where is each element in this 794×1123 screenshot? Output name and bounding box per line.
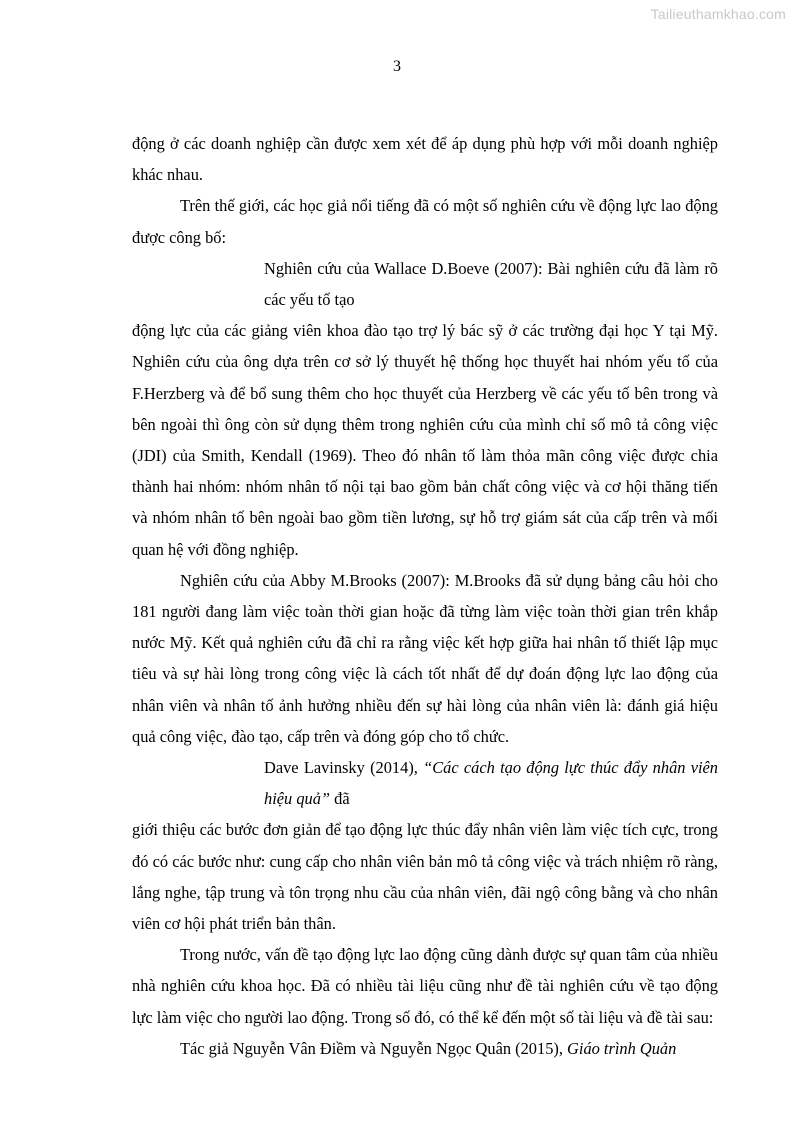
- paragraph-3-body: động lực của các giảng viên khoa đào tạo trợ lý bác sỹ ở các trường đại học Y tại Mỹ. Nghiên cứu của ông dựa trên cơ sở lý thuyết hệ thống học thuyết hai nhóm yếu tố của F.Herzberg và để bổ sung thêm cho học thuyết của Herzberg về các yếu tố bên trong và bên ngoài thì ông còn sử dụng thêm trong nghiên cứu của mình chỉ số mô tả công việc (JDI) của Smith, Kendall (1969). Theo đó nhân tố làm thỏa mãn công việc được chia thành hai nhóm: nhóm nhân tố nội tại bao gồm bản chất công việc và cơ hội thăng tiến và nhóm nhân tố bên ngoài bao gồm tiền lương, sự hỗ trợ giám sát của cấp trên và mối quan hệ với đồng nghiệp.: [132, 321, 718, 559]
- paragraph-5-body: giới thiệu các bước đơn giản để tạo động lực thúc đẩy nhân viên làm việc tích cực, trong đó có các bước như: cung cấp cho nhân viên bản mô tả công việc và trách nhiệm rõ ràng, lắng nghe, tập trung và tôn trọng nhu cầu của nhân viên, đãi ngộ công bằng và cho nhân viên cơ hội phát triển bản thân.: [132, 820, 718, 934]
- watermark: Tailieuthamkhao.com: [650, 6, 786, 22]
- dave-author: Dave Lavinsky (2014),: [264, 758, 424, 778]
- paragraph-6: Trong nước, vấn đề tạo động lực lao động cũng dành được sự quan tâm của nhiều nhà nghiên cứu khoa học. Đã có nhiều tài liệu cũng như đề tài nghiên cứu về tạo động lực làm việc cho người lao động. Trong số đó, có thể kể đến một số tài liệu và đề tài sau:: [132, 945, 718, 1027]
- paragraph-4: Nghiên cứu của Abby M.Brooks (2007): M.Brooks đã sử dụng bảng câu hỏi cho 181 người đang làm việc toàn thời gian hoặc đã từng làm việc toàn thời gian trên khắp nước Mỹ. Kết quả nghiên cứu đã chỉ ra rằng việc kết hợp giữa hai nhân tố thiết lập mục tiêu và sự hài lòng trong công việc là cách tốt nhất để dự đoán động lực lao động của nhân viên và nhân tố ảnh hưởng nhiều đến sự hài lòng của nhân viên là: đánh giá hiệu quả công việc, đào tạo, cấp trên và đóng góp cho tổ chức.: [132, 570, 718, 746]
- p7-title: Giáo trình Quản: [567, 1038, 677, 1058]
- dave-title: “Các cách tạo động lực thúc đẩy nhân viên hiệu quả”: [264, 758, 719, 809]
- paragraph-5-first-line: [132, 752, 718, 814]
- p7-text: Tác giả Nguyễn Vân Điềm và Nguyễn Ngọc Quân (2015),: [180, 1038, 568, 1058]
- paragraph-3-first-line: Nghiên cứu của Wallace D.Boeve (2007): Bài nghiên cứu đã làm rõ các yếu tố tạo: [264, 258, 718, 310]
- paragraph-2: Trên thế giới, các học giả nổi tiếng đã có một số nghiên cứu về động lực lao động được công bố:: [132, 196, 718, 247]
- paragraph-7: [132, 1033, 718, 1064]
- dave-after-title: đã: [330, 789, 350, 809]
- paragraph-1: động ở các doanh nghiệp cần được xem xét để áp dụng phù hợp với mỗi doanh nghiệp khác nhau.: [132, 134, 718, 185]
- page-number: 3: [393, 58, 401, 75]
- document-body: [132, 128, 718, 1064]
